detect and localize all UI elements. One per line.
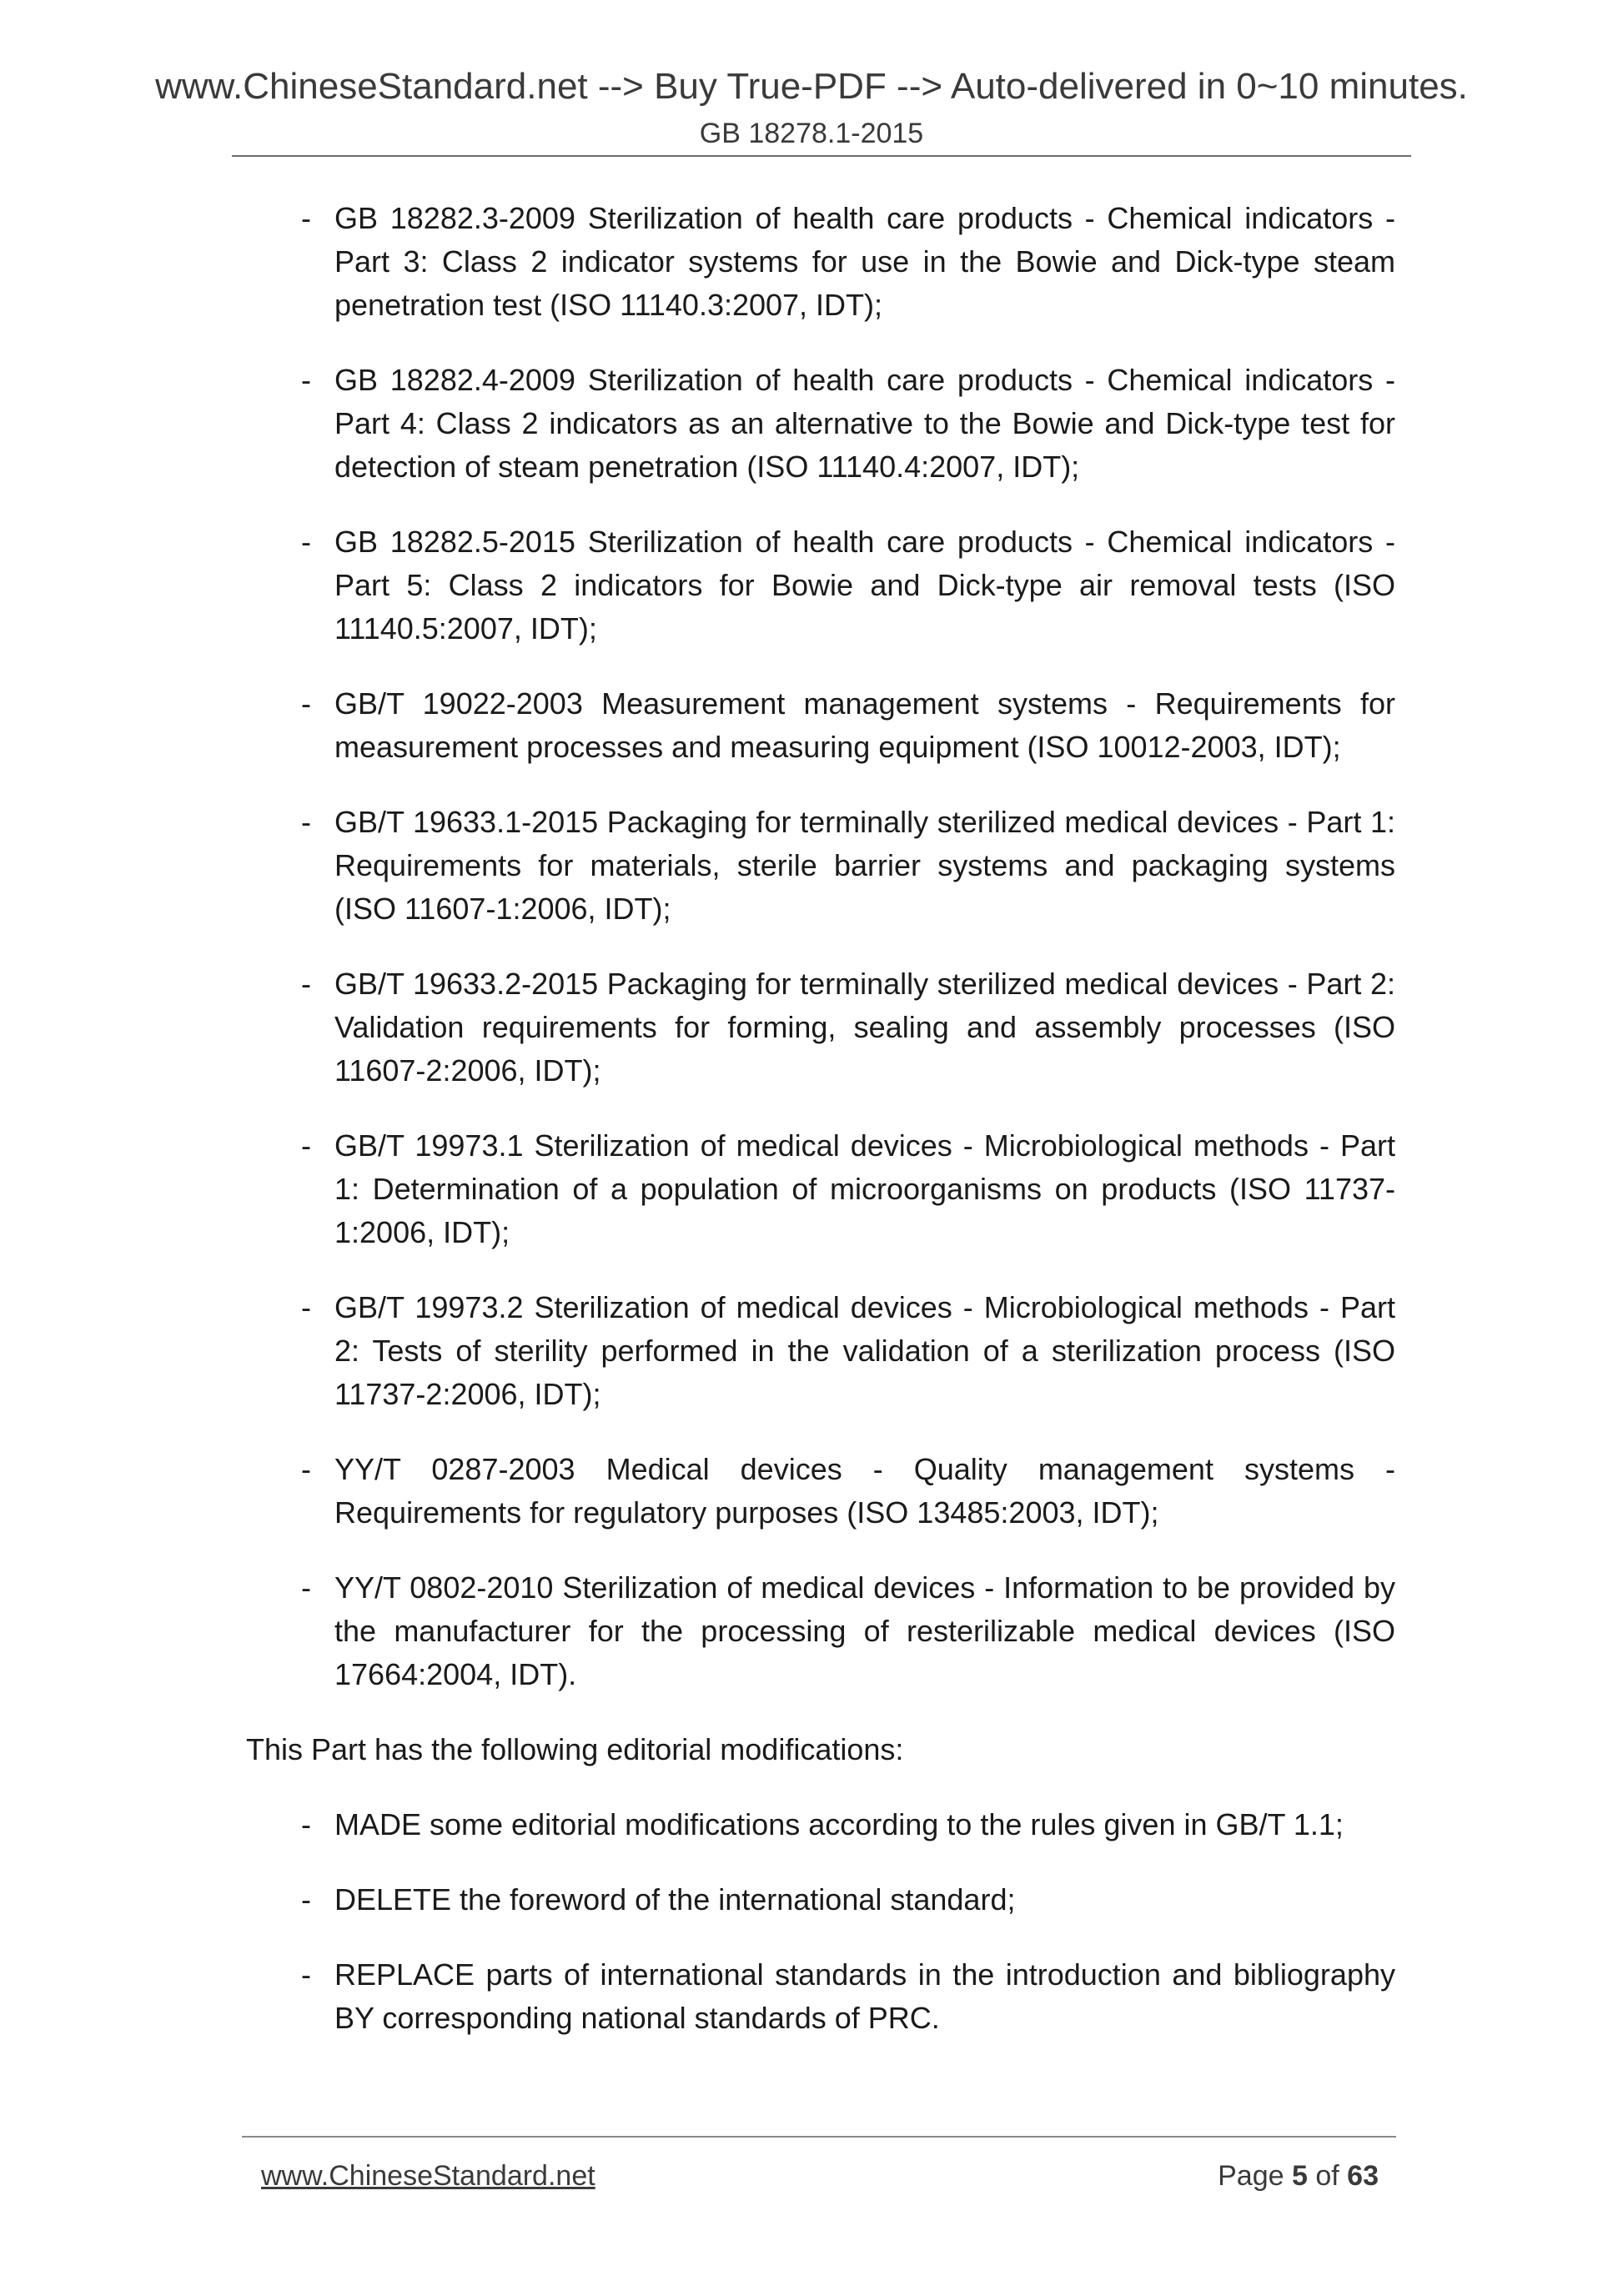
page-current: 5 — [1291, 2160, 1308, 2192]
standard-code: GB 18278.1-2015 — [699, 118, 924, 149]
reference-text: GB/T 19022-2003 Measurement management systems - Requirements for measurement processes and measuring equipment (ISO 10012-2003, IDT); — [334, 686, 1395, 764]
reference-text: GB/T 19973.2 Sterilization of medical devices - Microbiological methods - Part 2: Tests of sterility performed in the validation of a sterilization process (ISO 11737-2:2006, IDT); — [334, 1290, 1395, 1411]
reference-item — [246, 1124, 1395, 1254]
page-header — [0, 62, 1623, 152]
modifications-intro: This Part has the following editorial modifications: — [246, 1732, 904, 1766]
reference-item — [246, 359, 1395, 489]
reference-item — [246, 197, 1395, 327]
reference-text: YY/T 0287-2003 Medical devices - Quality management systems - Requirements for regulatory purposes (ISO 13485:2003, IDT); — [334, 1452, 1395, 1530]
reference-text: GB/T 19633.1-2015 Packaging for terminally sterilized medical devices - Part 1: Requirements for materials, sterile barrier systems and packaging systems (ISO 11607-1:2006, IDT); — [334, 805, 1395, 926]
page-footer — [261, 2155, 1379, 2197]
modification-text: REPLACE parts of international standards in the introduction and bibliography BY corresponding national standards of PRC. — [334, 1957, 1395, 2035]
reference-list — [246, 197, 1395, 1696]
footer-site-link[interactable]: www.ChineseStandard.net — [261, 2160, 595, 2192]
document-body — [246, 197, 1395, 2072]
modification-text: DELETE the foreword of the international standard; — [334, 1882, 1016, 1917]
reference-item — [246, 962, 1395, 1093]
list-dash: - — [301, 1807, 311, 1841]
reference-text: GB/T 19633.2-2015 Packaging for terminally sterilized medical devices - Part 2: Validation requirements for forming, sealing and assembly processes (ISO 11607-2:2006, IDT); — [334, 967, 1395, 1088]
modification-list — [246, 1803, 1395, 2040]
list-dash: - — [301, 1570, 311, 1605]
reference-item — [246, 682, 1395, 769]
footer-divider — [242, 2136, 1396, 2138]
reference-text: YY/T 0802-2010 Sterilization of medical devices - Information to be provided by the manufacturer for the processing of resterilizable medical devices (ISO 17664:2004, IDT). — [334, 1570, 1395, 1691]
page-number — [1218, 2155, 1379, 2197]
list-dash: - — [301, 1128, 311, 1163]
reference-item — [246, 1448, 1395, 1535]
list-dash: - — [301, 363, 311, 397]
list-dash: - — [301, 805, 311, 839]
reference-text: GB 18282.5-2015 Sterilization of health care products - Chemical indicators - Part 5: Class 2 indicators for Bowie and Dick-type air removal tests (ISO 11140.5:2007, IDT); — [334, 525, 1395, 646]
page-total: 63 — [1347, 2160, 1379, 2192]
list-dash: - — [301, 1452, 311, 1486]
reference-item — [246, 1566, 1395, 1696]
reference-text: GB 18282.3-2009 Sterilization of health care products - Chemical indicators - Part 3: Class 2 indicator systems for use in the Bowie and Dick-type steam penetration test (ISO 11140.3:2007, IDT); — [334, 201, 1395, 322]
reference-text: GB/T 19973.1 Sterilization of medical devices - Microbiological methods - Part 1: Determination of a population of microorganisms on products (ISO 11737-1:2006, IDT); — [334, 1128, 1395, 1249]
list-dash: - — [301, 201, 311, 235]
modification-item — [246, 1953, 1395, 2040]
modification-item — [246, 1803, 1395, 1846]
list-dash: - — [301, 1882, 311, 1917]
reference-item — [246, 1286, 1395, 1416]
header-divider — [232, 155, 1411, 157]
page-of: of — [1315, 2160, 1339, 2192]
list-dash: - — [301, 967, 311, 1001]
page-label: Page — [1218, 2160, 1284, 2192]
list-dash: - — [301, 525, 311, 559]
list-dash: - — [301, 686, 311, 721]
reference-item — [246, 520, 1395, 651]
reference-item — [246, 801, 1395, 931]
reference-text: GB 18282.4-2009 Sterilization of health care products - Chemical indicators - Part 4: Class 2 indicators as an alternative to the Bowie and Dick-type test for detection of steam penetration (ISO 11140.4:2007, IDT); — [334, 363, 1395, 484]
list-dash: - — [301, 1957, 311, 1992]
header-banner: www.ChineseStandard.net --> Buy True-PDF --> Auto-delivered in 0~10 minutes. — [155, 66, 1468, 107]
modification-item — [246, 1878, 1395, 1922]
list-dash: - — [301, 1290, 311, 1324]
modification-text: MADE some editorial modifications according to the rules given in GB/T 1.1; — [334, 1807, 1344, 1841]
